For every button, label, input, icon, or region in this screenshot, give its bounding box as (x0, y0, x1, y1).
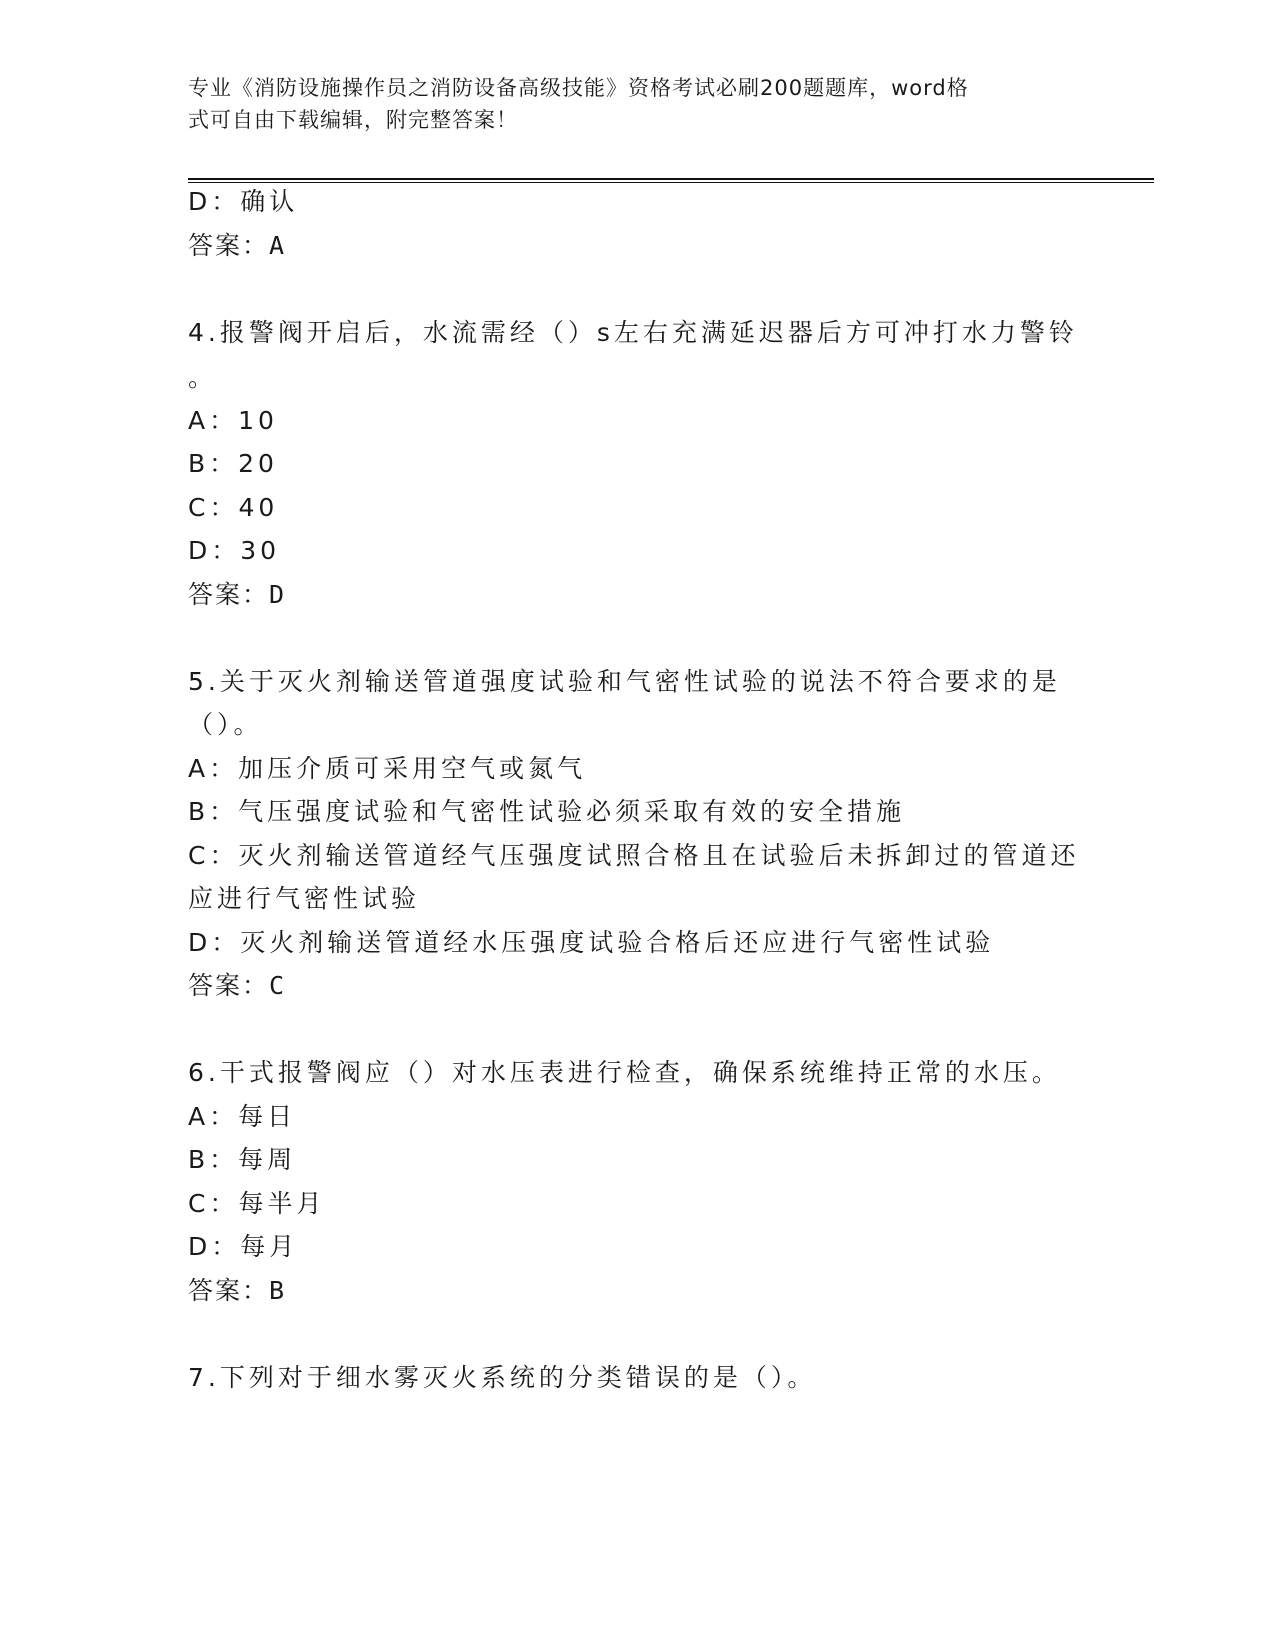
q4-option-c: C：40 (188, 493, 279, 522)
q4-answer (188, 579, 286, 611)
q4-option-d: D：30 (188, 536, 281, 565)
q6-option-d: D：每月 (188, 1232, 299, 1261)
q6-stem: 6.干式报警阀应（）对水压表进行检查，确保系统维持正常的水压。 (188, 1058, 1061, 1087)
header-line-1: 专业《消防设施操作员之消防设备高级技能》资格考试必刷200题题库，word格 (188, 76, 969, 100)
q4-option-b: B：20 (188, 449, 278, 478)
q5-option-b: B：气压强度试验和气密性试验必须采取有效的安全措施 (188, 797, 906, 826)
q4-stem-line-1: 4.报警阀开启后，水流需经（）s左右充满延迟器后方可冲打水力警铃 (188, 318, 1078, 347)
q5-answer (188, 970, 286, 1002)
q6-option-b: B：每周 (188, 1145, 297, 1174)
q6-answer-label: 答案： (188, 1276, 270, 1305)
q3-option-d: D：确认 (188, 187, 299, 216)
q5-stem-line-1: 5.关于灭火剂输送管道强度试验和气密性试验的说法不符合要求的是 (188, 667, 1061, 696)
q6-answer-value: B (269, 1276, 287, 1305)
q7-stem: 7.下列对于细水雾灭火系统的分类错误的是（）。 (188, 1363, 817, 1392)
q6-answer (188, 1275, 286, 1307)
header-rule-thick (188, 178, 1154, 180)
q5-option-a: A：加压介质可采用空气或氮气 (188, 754, 587, 783)
q3-answer-label: 答案： (188, 231, 270, 260)
header-rule-thin (188, 182, 1154, 183)
q5-answer-value: C (269, 971, 287, 1000)
q5-option-d: D：灭火剂输送管道经水压强度试验合格后还应进行气密性试验 (188, 928, 995, 957)
header-line-2: 式可自由下载编辑，附完整答案！ (188, 108, 518, 132)
q4-stem-line-2: 。 (188, 363, 218, 392)
q3-answer (188, 230, 286, 262)
q5-stem-line-2: （）。 (188, 710, 263, 739)
q5-option-c-line-2: 应进行气密性试验 (188, 884, 421, 913)
q4-option-a: A：10 (188, 406, 278, 435)
q4-answer-label: 答案： (188, 580, 270, 609)
q5-option-c-line-1: C：灭火剂输送管道经气压强度试照合格且在试验后未拆卸过的管道还 (188, 841, 1080, 870)
document-header (188, 72, 1068, 136)
q4-answer-value: D (269, 580, 287, 609)
q6-option-a: A：每日 (188, 1102, 297, 1131)
q6-option-c: C：每半月 (188, 1189, 326, 1218)
q5-answer-label: 答案： (188, 971, 270, 1000)
q3-answer-value: A (269, 231, 287, 260)
